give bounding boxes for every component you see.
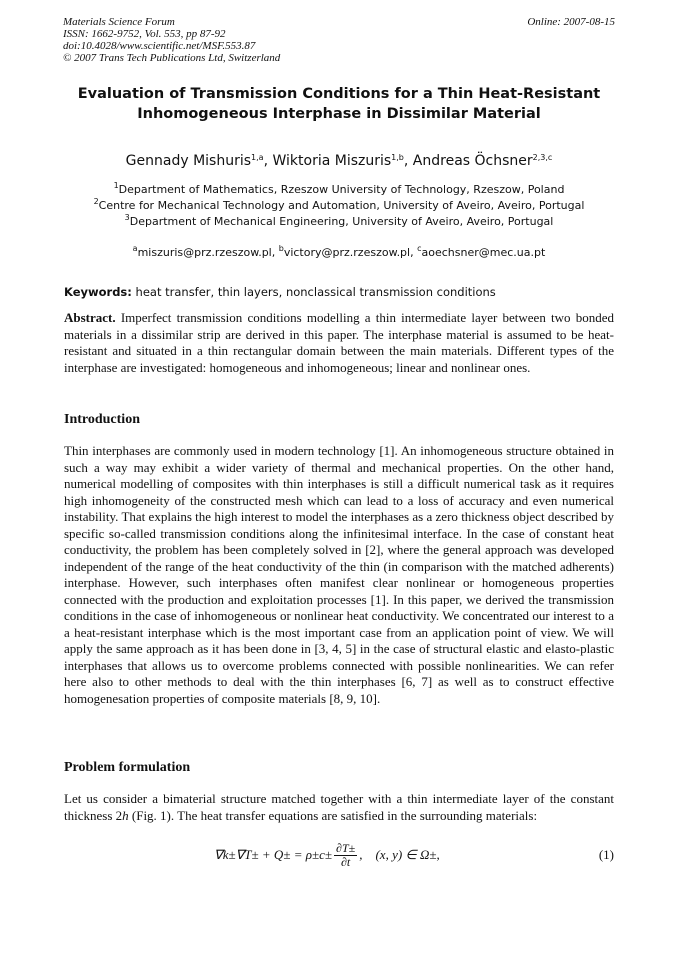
abstract-text: Imperfect transmission conditions modelling a thin intermediate layer between two bonded materials in a dissimilar strip are derived in this paper. The interphase material is assumed to be heat-resistant and situated in a thin rectangular domain between the main materials. Different types of the interphase are investigated: homogeneous and inhomogeneous; linear and nonlinear ones.: [64, 310, 614, 375]
title-line-1: Evaluation of Transmission Conditions for a Thin Heat-Resistant: [77, 86, 601, 102]
affiliation: $^2$Centre for Mechanical Technology and Automation, University of Aveiro, Aveiro, Portugal: [93, 197, 585, 212]
author-affiliation-mark: 1,a: [251, 153, 264, 162]
paper-title: [40, 84, 638, 124]
affiliation: $^3$Department of Mechanical Engineering, University of Aveiro, Aveiro, Portugal: [124, 213, 554, 228]
fraction: [334, 842, 357, 869]
equation-body: [214, 838, 440, 872]
equation-domain: , (x, y) ∈ Ω±,: [359, 847, 440, 862]
keywords: [64, 285, 624, 299]
equation-lhs: ∇k±∇T± + Q± = ρ±c±: [214, 847, 333, 862]
keywords-label: Keywords:: [64, 285, 132, 299]
email-link[interactable]: miszuris@prz.rzeszow.pl: [137, 246, 272, 259]
equation-1: [64, 838, 614, 872]
email-link[interactable]: aoechsner@mec.ua.pt: [421, 246, 546, 259]
equation-number: (1): [598, 847, 614, 862]
email-list: $^a$miszuris@prz.rzeszow.pl, $^b$victory@prz.rzeszow.pl, $^c$aoechsner@mec.ua.pt: [132, 244, 546, 259]
issn-line: ISSN: 1662-9752, Vol. 553, pp 87-92: [63, 28, 226, 40]
fraction-numerator: ∂T±: [336, 840, 356, 855]
abstract-label: Abstract.: [64, 310, 116, 325]
copyright-line: © 2007 Trans Tech Publications Ltd, Switzerland: [63, 52, 281, 64]
problem-text: Let us consider a bimaterial structure matched together with a thin intermediate layer of the constant thickness 2h (Fig. 1). The heat transfer equations are satisfied in the surrounding materials:: [64, 791, 614, 823]
journal-name: Materials Science Forum: [63, 16, 175, 28]
fraction-denominator: ∂t: [340, 854, 351, 869]
affiliation: $^1$Department of Mathematics, Rzeszow University of Technology, Rzeszow, Poland: [113, 181, 565, 196]
abstract: [64, 310, 614, 376]
keywords-text: heat transfer, thin layers, nonclassical transmission conditions: [135, 285, 496, 299]
author-list: Gennady Mishuris$^{1,a}$, Wiktoria Miszuris$^{1,b}$, Andreas Öchsner$^{2,3,c}$: [125, 153, 553, 169]
journal-header: [63, 16, 280, 64]
introduction-heading: Introduction: [64, 412, 140, 427]
problem-heading: Problem formulation: [64, 760, 191, 775]
title-line-2: Inhomogeneous Interphase in Dissimilar Material: [137, 106, 541, 122]
author-name: Andreas Öchsner: [412, 153, 533, 169]
author-name: Gennady Mishuris: [125, 153, 252, 169]
introduction-text: Thin interphases are commonly used in modern technology [1]. An inhomogeneous structure obtained in such a way may exhibit a wider variety of thermal and mechanical properties. On the other hand, numerical modelling of composites with thin interphases is still a difficult numerical task as it requires high inhomogeneity of the constructed mesh which can lead to a loss of accuracy and even numerical instability. That explains the high interest to model the interphases as a zero thickness object described by specific so-called transmission conditions along the infinitesimal interface. In the case of constant heat conductivity, the problem has been completely solved in [2], where the general approach was developed independent of the range of the heat conductivity of the thin (in comparison with the matched adherents) interphase. However, such interphases often manifest clear nonlinear or homogeneous properties connected with the production and exploitation processes [1]. In this paper, we derived the transmission conditions in the case of inhomogeneous or nonlinear heat conductivity. We concentrated our interest to a a heat-resistant interphase which is the most important case from an application point of view. We will apply the same approach as it has been done in [3, 4, 5] in the case of structural elastic and elasto-plastic interphases that allows us to overcome problems connected with possible nonlinearities. We can refer here also to other methods to deal with the thin interphases [6, 7] as well as to construct effective homogenesation properties of composite materials [8, 9, 10].: [64, 443, 614, 706]
online-date: Online: 2007-08-15: [527, 16, 615, 28]
author-affiliation-mark: 1,b: [391, 153, 404, 162]
author-affiliation-mark: 2,3,c: [532, 153, 553, 162]
doi-line: doi:10.4028/www.scientific.net/MSF.553.87: [63, 40, 256, 52]
author-name: Wiktoria Miszuris: [272, 153, 392, 169]
affiliation-list: [40, 182, 638, 230]
email-link[interactable]: victory@prz.rzeszow.pl: [283, 246, 411, 259]
